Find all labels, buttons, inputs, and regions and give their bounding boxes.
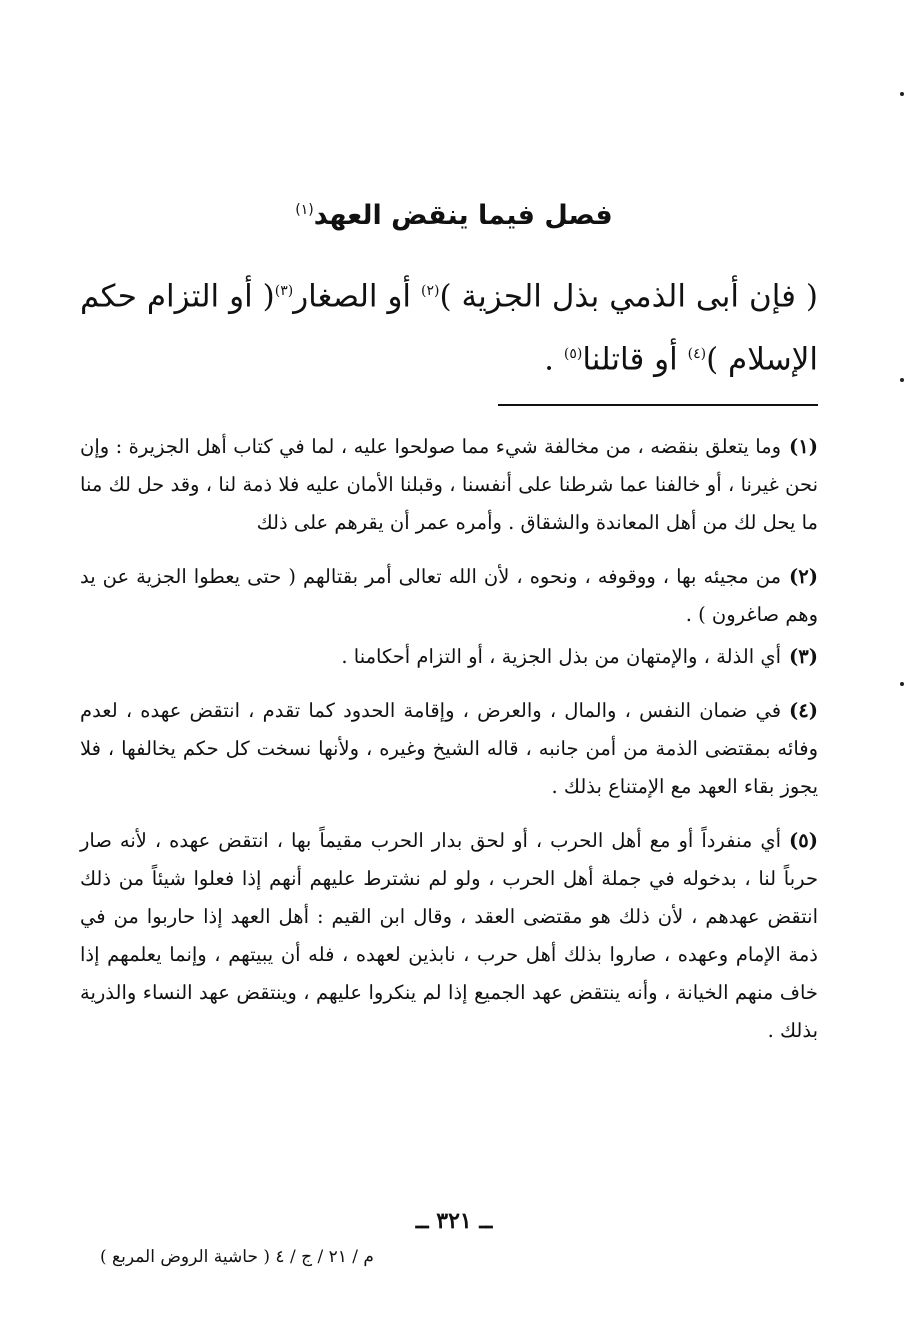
main-text bbox=[80, 262, 818, 389]
footnote-number: (٢) bbox=[789, 565, 818, 588]
volume-reference: م / ٢١ / ج / ٤ ( حاشية الروض المربع ) bbox=[100, 1247, 374, 1267]
footnote-divider bbox=[498, 404, 818, 406]
footnote-text: وما يتعلق بنقضه ، من مخالفة شيء مما صولحوا عليه ، لما في كتاب أهل الجزيرة : وإن نحن غيرنا ، أو خالفنا عما شرطنا على أنفسنا ، وقبلنا الأمان عليه فلا ذمة لنا ، وقد حل لك منا ما يحل لك من أهل المعاندة والشقاق . وأمره عمر أن يقرهم على ذلك bbox=[80, 435, 818, 534]
footnote-number: (١) bbox=[789, 435, 818, 458]
scan-speck bbox=[900, 92, 904, 96]
footnote-5 bbox=[80, 822, 818, 1050]
page-number: ــ ٣٢١ ــ bbox=[415, 1208, 493, 1234]
footnote-text: أي منفرداً أو مع أهل الحرب ، أو لحق بدار الحرب مقيماً بها ، انتقض عهده ، لأنه صار حرباً لنا ، بدخوله في جملة أهل الحرب ، ولو لم نشترط عليهم أنهم إذا فعلوا شيئاً من ذلك انتقض عهدهم ، لأن ذلك هو مقتضى العقد ، وقال ابن القيم : أهل العهد إذا حاربوا من في ذمة الإمام وعهده ، صاروا بذلك أهل حرب ، نابذين لعهده ، فله أن يبيتهم ، وإنما يعلمهم إذا خاف منهم الخيانة ، وأنه ينتقض عهد الجميع إذا لم ينكروا عليهم ، وينتقض عهد النساء والذرية بذلك . bbox=[80, 829, 818, 1042]
footnote-ref-5: (٥) bbox=[563, 346, 583, 363]
footnote-text: في ضمان النفس ، والمال ، والعرض ، وإقامة الحدود كما تقدم ، انتقض عهده ، لعدم وفائه بمقتضى الذمة من أمن جانبه ، قاله الشيخ وغيره ، ولأنها نسخت كل حكم يخالفها ، فلا يجوز بقاء العهد مع الإمتناع بذلك . bbox=[80, 699, 818, 798]
section-title bbox=[0, 190, 908, 236]
main-text-part-1: ( فإن أبى الذمي بذل الجزية ) bbox=[439, 278, 819, 315]
scan-speck bbox=[900, 682, 904, 686]
footnote-ref-1: (١) bbox=[295, 202, 314, 218]
footnote-2 bbox=[80, 558, 818, 634]
footnote-ref-2: (٢) bbox=[421, 283, 440, 299]
footnote-ref-3: (٣) bbox=[274, 283, 294, 299]
main-text-part-3: ( أو التزام حكم الإسلام ) bbox=[80, 278, 818, 378]
footnote-ref-4: (٤) bbox=[687, 346, 707, 363]
footnote-number: (٥) bbox=[789, 829, 818, 852]
footnote-3 bbox=[80, 638, 818, 676]
main-text-part-5: . bbox=[544, 341, 555, 378]
footnote-text: من مجيئه بها ، ووقوفه ، ونحوه ، لأن الله تعالى أمر بقتالهم ( حتى يعطوا الجزية عن يد وهم صاغرون ) . bbox=[80, 565, 818, 626]
footnote-number: (٣) bbox=[789, 645, 818, 668]
main-text-part-2: أو الصغار bbox=[293, 278, 412, 315]
footnote-number: (٤) bbox=[789, 699, 818, 722]
section-title-text: فصل فيما ينقض العهد bbox=[313, 200, 613, 231]
footnote-4 bbox=[80, 692, 818, 806]
footnote-1 bbox=[80, 428, 818, 542]
scan-speck bbox=[900, 378, 904, 382]
footnotes bbox=[80, 428, 818, 1066]
main-text-part-4: أو قاتلنا bbox=[582, 341, 678, 378]
footnote-text: أي الذلة ، والإمتهان من بذل الجزية ، أو التزام أحكامنا . bbox=[341, 645, 782, 668]
